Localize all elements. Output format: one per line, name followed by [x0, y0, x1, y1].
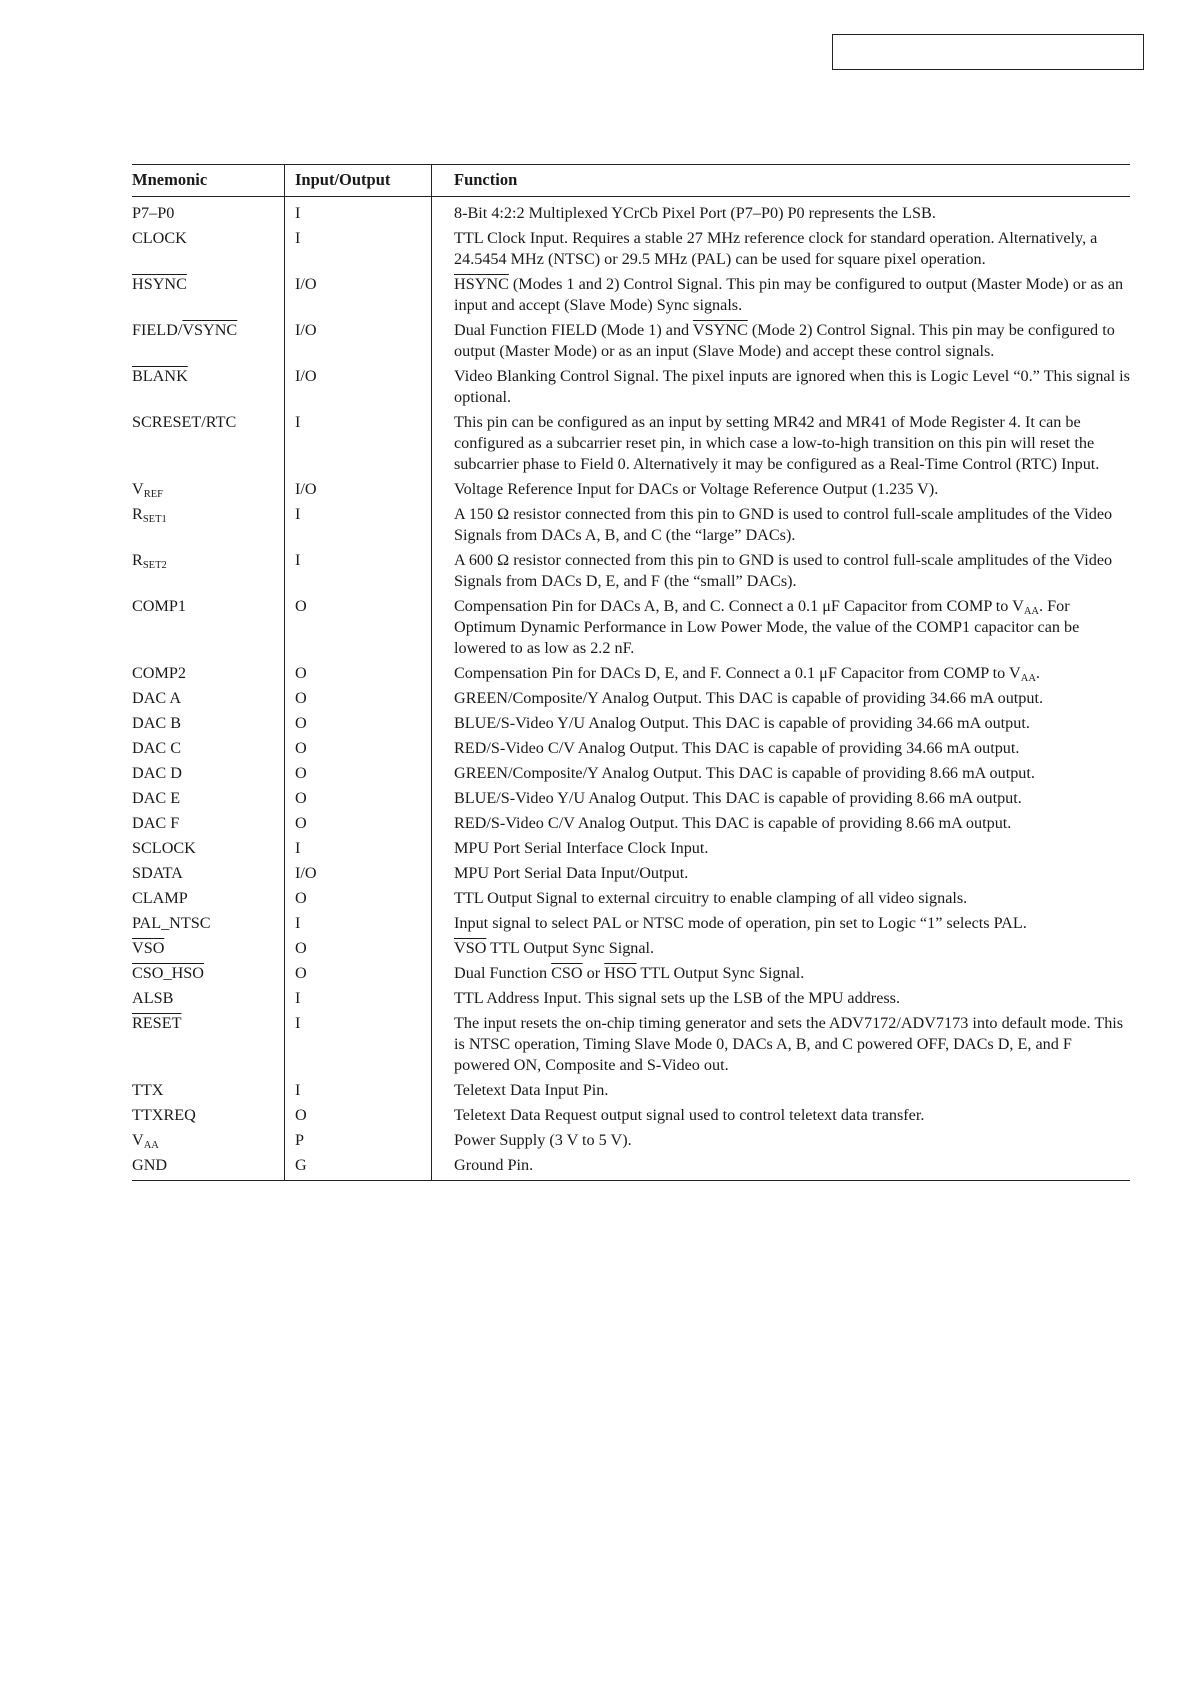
function-cell: Power Supply (3 V to 5 V). — [432, 1130, 1131, 1155]
io-cell: I — [285, 1080, 432, 1105]
table-row — [132, 504, 1130, 550]
mnemonic-cell: DAC B — [132, 714, 182, 732]
io-cell: I — [285, 197, 432, 229]
function-cell — [432, 663, 1131, 688]
table-row — [132, 788, 1130, 813]
io-cell: I/O — [285, 863, 432, 888]
io-cell: I/O — [285, 274, 432, 320]
mnemonic-subscript: REF — [143, 489, 163, 500]
mnemonic-cell: SDATA — [132, 864, 183, 882]
function-text: or — [582, 964, 605, 982]
function-cell: RED/S-Video C/V Analog Output. This DAC is capable of providing 34.66 mA output. — [432, 738, 1131, 763]
function-cell: TTL Clock Input. Requires a stable 27 MHz reference clock for standard operation. Alternatively, a 24.5454 MHz (NTSC) or 29.5 MHz (PAL) can be used for square pixel operation. — [432, 228, 1131, 274]
function-text: . For Optimum Dynamic Performance in Low Power Mode, the value of the COMP1 capacitor can be lowered to as low as 2.2 nF. — [454, 597, 1080, 657]
table-row — [132, 838, 1130, 863]
mnemonic-subscript: SET1 — [142, 514, 167, 525]
mnemonic-cell — [132, 1130, 285, 1155]
function-cell — [432, 963, 1131, 988]
mnemonic-cell — [132, 320, 285, 366]
mnemonic-overline-text: $\overline{VSO}$ — [132, 939, 165, 957]
function-cell — [432, 596, 1131, 663]
function-cell: TTL Address Input. This signal sets up the LSB of the MPU address. — [432, 988, 1131, 1013]
io-cell: G — [285, 1155, 432, 1181]
table-row — [132, 988, 1130, 1013]
mnemonic-cell — [132, 274, 285, 320]
table-row — [132, 366, 1130, 412]
mnemonic-text: R — [132, 551, 143, 569]
mnemonic-cell: PAL_NTSC — [132, 914, 211, 932]
table-row — [132, 1155, 1130, 1181]
mnemonic-cell: CLOCK — [132, 229, 187, 247]
table-row — [132, 963, 1130, 988]
function-cell: GREEN/Composite/Y Analog Output. This DAC is capable of providing 34.66 mA output. — [432, 688, 1131, 713]
header-function: Function — [432, 165, 1131, 197]
function-cell: Teletext Data Input Pin. — [432, 1080, 1131, 1105]
table-row — [132, 479, 1130, 504]
function-text: Compensation Pin for DACs A, B, and C. Connect a 0.1 μF Capacitor from COMP to V — [454, 597, 1024, 615]
table-row — [132, 228, 1130, 274]
io-cell: O — [285, 963, 432, 988]
table-row — [132, 713, 1130, 738]
io-cell: O — [285, 1105, 432, 1130]
io-cell: O — [285, 813, 432, 838]
io-cell: O — [285, 763, 432, 788]
table-row — [132, 913, 1130, 938]
io-cell: I/O — [285, 366, 432, 412]
mnemonic-cell: DAC D — [132, 764, 182, 782]
io-cell: I — [285, 412, 432, 479]
function-cell: BLUE/S-Video Y/U Analog Output. This DAC is capable of providing 34.66 mA output. — [432, 713, 1131, 738]
function-cell: GREEN/Composite/Y Analog Output. This DAC is capable of providing 8.66 mA output. — [432, 763, 1131, 788]
table-row — [132, 1105, 1130, 1130]
function-text: (Mode 2) Control Signal. This pin may be configured to output (Master Mode) or as an input (Slave Mode) and accept these control signals. — [454, 321, 1115, 360]
function-overline-text: $\overline{HSO}$ — [604, 964, 637, 982]
mnemonic-cell: CLAMP — [132, 889, 188, 907]
table-row — [132, 274, 1130, 320]
io-cell: O — [285, 596, 432, 663]
table-row — [132, 763, 1130, 788]
function-text: Dual Function — [454, 964, 552, 982]
function-subscript: AA — [1023, 606, 1039, 617]
mnemonic-cell: DAC F — [132, 814, 180, 832]
mnemonic-text: V — [132, 1131, 144, 1149]
function-cell: A 150 Ω resistor connected from this pin to GND is used to control full-scale amplitudes of the Video Signals from DACs A, B, and C (the “large” DACs). — [432, 504, 1131, 550]
mnemonic-cell: DAC A — [132, 689, 182, 707]
mnemonic-overline-text: CSO_HSO — [132, 964, 204, 982]
table-row — [132, 550, 1130, 596]
mnemonic-overline-text: BLANK — [132, 367, 188, 385]
function-cell: Ground Pin. — [432, 1155, 1131, 1181]
function-cell: MPU Port Serial Interface Clock Input. — [432, 838, 1131, 863]
mnemonic-text: V — [132, 480, 144, 498]
header-label-box — [832, 34, 1144, 70]
table-row — [132, 688, 1130, 713]
io-cell: O — [285, 688, 432, 713]
function-cell: Teletext Data Request output signal used to control teletext data transfer. — [432, 1105, 1131, 1130]
function-cell: Voltage Reference Input for DACs or Voltage Reference Output (1.235 V). — [432, 479, 1131, 504]
mnemonic-text: FIELD/ — [132, 321, 183, 339]
function-cell: RED/S-Video C/V Analog Output. This DAC is capable of providing 8.66 mA output. — [432, 813, 1131, 838]
table-row — [132, 938, 1130, 963]
mnemonic-cell: TTX — [132, 1081, 164, 1099]
io-cell: O — [285, 713, 432, 738]
function-cell: The input resets the on-chip timing generator and sets the ADV7172/ADV7173 into default mode. This is NTSC operation, Timing Slave Mode 0, DACs A, B, and C powered OFF, DACs D, E, and F powered ON, Composite and S-Video out. — [432, 1013, 1131, 1080]
mnemonic-overline-text: RESET — [132, 1014, 182, 1032]
mnemonic-cell — [132, 938, 285, 963]
pin-function-table — [132, 164, 1130, 1181]
mnemonic-cell — [132, 366, 285, 412]
table-row — [132, 596, 1130, 663]
function-text: TTL Output Sync Signal. — [486, 939, 655, 957]
table-row — [132, 1130, 1130, 1155]
io-cell: I — [285, 228, 432, 274]
io-cell: I — [285, 913, 432, 938]
header-input-output: Input/Output — [285, 165, 432, 197]
io-cell: I/O — [285, 479, 432, 504]
function-overline-text: HSYNC — [454, 275, 509, 293]
io-cell: P — [285, 1130, 432, 1155]
function-text: TTL Output Sync Signal. — [636, 964, 805, 982]
io-cell: I — [285, 988, 432, 1013]
table-row — [132, 412, 1130, 479]
mnemonic-cell: COMP1 — [132, 597, 186, 615]
mnemonic-cell — [132, 479, 285, 504]
function-cell: A 600 Ω resistor connected from this pin to GND is used to control full-scale amplitudes of the Video Signals from DACs D, E, and F (the “small” DACs). — [432, 550, 1131, 596]
function-cell — [432, 320, 1131, 366]
table-row — [132, 863, 1130, 888]
function-overline-text: VSYNC — [692, 321, 748, 339]
mnemonic-text: R — [132, 505, 143, 523]
mnemonic-cell: SCLOCK — [132, 839, 196, 857]
mnemonic-subscript: SET2 — [142, 560, 167, 571]
function-text: Compensation Pin for DACs D, E, and F. Connect a 0.1 μF Capacitor from COMP to V — [454, 664, 1021, 682]
io-cell: O — [285, 738, 432, 763]
header-mnemonic: Mnemonic — [132, 165, 285, 197]
table-row — [132, 197, 1130, 229]
table-row — [132, 1080, 1130, 1105]
mnemonic-overline-text: VSYNC — [182, 321, 238, 339]
function-cell: TTL Output Signal to external circuitry to enable clamping of all video signals. — [432, 888, 1131, 913]
table-row — [132, 320, 1130, 366]
function-cell: Video Blanking Control Signal. The pixel inputs are ignored when this is Logic Level “0.” This signal is optional. — [432, 366, 1131, 412]
function-cell: 8-Bit 4:2:2 Multiplexed YCrCb Pixel Port (P7–P0) P0 represents the LSB. — [432, 197, 1131, 229]
io-cell: O — [285, 888, 432, 913]
table-header-row — [132, 165, 1130, 197]
io-cell: I — [285, 550, 432, 596]
function-cell: BLUE/S-Video Y/U Analog Output. This DAC is capable of providing 8.66 mA output. — [432, 788, 1131, 813]
table-row — [132, 1013, 1130, 1080]
io-cell: I — [285, 1013, 432, 1080]
function-cell: MPU Port Serial Data Input/Output. — [432, 863, 1131, 888]
table-row — [132, 813, 1130, 838]
io-cell: O — [285, 938, 432, 963]
function-text: . — [1035, 664, 1040, 682]
mnemonic-cell: DAC C — [132, 739, 182, 757]
function-cell: Input signal to select PAL or NTSC mode of operation, pin set to Logic “1” selects PAL. — [432, 913, 1131, 938]
mnemonic-cell: DAC E — [132, 789, 181, 807]
mnemonic-cell — [132, 504, 285, 550]
mnemonic-subscript: AA — [143, 1140, 159, 1151]
io-cell: I — [285, 838, 432, 863]
function-cell: This pin can be configured as an input by setting MR42 and MR41 of Mode Register 4. It can be configured as a subcarrier reset pin, in which case a low-to-high transition on this pin will reset the subcarrier phase to Field 0. Alternatively it may be configured as a Real-Time Control (RTC) Input. — [432, 412, 1131, 479]
table-row — [132, 888, 1130, 913]
function-overline-text: $\overline{VSO}$ — [454, 939, 487, 957]
function-overline-text: $\overline{CSO}$ — [551, 964, 583, 982]
function-text: Dual Function FIELD (Mode 1) and — [454, 321, 693, 339]
mnemonic-cell: COMP2 — [132, 664, 186, 682]
io-cell: O — [285, 663, 432, 688]
mnemonic-cell — [132, 1013, 285, 1080]
io-cell: I/O — [285, 320, 432, 366]
function-subscript: AA — [1020, 673, 1036, 684]
mnemonic-cell — [132, 963, 285, 988]
mnemonic-cell: ALSB — [132, 989, 174, 1007]
table-row — [132, 663, 1130, 688]
mnemonic-overline-text: HSYNC — [132, 275, 187, 293]
mnemonic-cell: TTXREQ — [132, 1106, 196, 1124]
function-text: (Modes 1 and 2) Control Signal. This pin may be configured to output (Master Mode) or as an input and accept (Slave Mode) Sync signals. — [454, 275, 1124, 314]
mnemonic-cell: GND — [132, 1155, 285, 1181]
mnemonic-cell — [132, 550, 285, 596]
function-cell — [432, 274, 1131, 320]
mnemonic-cell: P7–P0 — [132, 204, 175, 222]
mnemonic-cell: SCRESET/RTC — [132, 413, 237, 431]
table-row — [132, 738, 1130, 763]
io-cell: O — [285, 788, 432, 813]
io-cell: I — [285, 504, 432, 550]
function-cell — [432, 938, 1131, 963]
